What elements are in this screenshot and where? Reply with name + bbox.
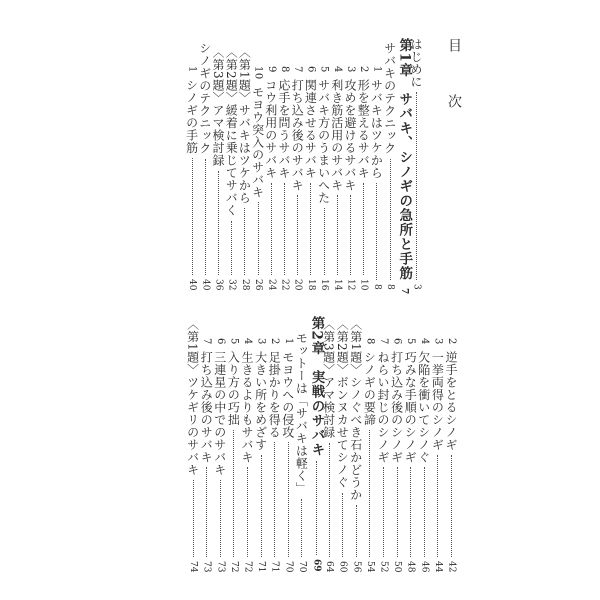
toc-entry-page: 36 <box>213 278 224 290</box>
toc-entry-page: 73 <box>201 560 212 572</box>
toc-entry-page: 8 <box>371 284 382 290</box>
leader-dots <box>415 92 417 280</box>
toc-entry-page: 71 <box>256 560 267 572</box>
toc-entry-page: 20 <box>292 278 303 290</box>
toc-entry <box>377 338 389 572</box>
toc-entry-number: 8 <box>364 338 376 345</box>
toc-entry-page: 54 <box>364 560 375 572</box>
toc-entry-page: 64 <box>324 560 335 572</box>
toc-entry-number: 10 <box>252 66 264 80</box>
toc-entry-label: 打ち込み後のシノギ <box>389 350 404 464</box>
toc-entry <box>357 66 369 290</box>
leader-dots <box>230 221 232 275</box>
toc-entry-page: 69 <box>311 559 322 572</box>
toc-entry-label: サバキのテクニック <box>382 42 397 155</box>
toc-entry-page: 8 <box>385 284 396 290</box>
toc-entry-label: 入り方の巧拙 <box>226 350 241 426</box>
toc-entry-label: 〈第3題〉アマ検討録 <box>211 46 225 167</box>
toc-entry-number: 8 <box>279 66 290 73</box>
toc-entry-number: 7 <box>292 66 304 73</box>
toc-entry-number: 6 <box>305 66 317 73</box>
toc-entry-number: 4 <box>242 338 253 345</box>
toc-entry-label: はじめに <box>409 38 423 88</box>
toc-entry-label: シノギのテクニック <box>197 42 212 155</box>
toc-entry <box>336 318 348 572</box>
toc-entry-label: 大きい所をめざす <box>253 350 268 451</box>
toc-entry <box>255 338 267 572</box>
leader-dots <box>375 183 377 280</box>
leader-dots <box>382 467 384 556</box>
toc-entry-label: 欠陥を衝いてシノぐ <box>416 350 431 464</box>
toc-entry-label: 〈第2題〉ボンヌカせてシノぐ <box>335 318 350 489</box>
toc-entry-label: 〈第1題〉シノぐべき石かどうか <box>348 318 363 502</box>
toc-entry-page: 70 <box>283 560 294 572</box>
toc-entry-label: 形を整えるサバキ <box>356 78 371 179</box>
toc-entry-page: 40 <box>187 278 198 290</box>
toc-entry-page: 50 <box>392 560 403 572</box>
toc-entry <box>331 66 343 290</box>
leader-dots <box>270 183 272 275</box>
toc-entry <box>225 46 237 290</box>
toc-entry-number: 4 <box>331 66 343 73</box>
toc-entry-number: 3 <box>432 338 444 345</box>
toc-entry-number: 2 <box>446 338 457 345</box>
toc-entry-label: 応手を問うサバキ <box>277 78 291 179</box>
leader-dots <box>246 467 248 556</box>
toc-entry <box>199 42 211 290</box>
toc-entry <box>252 66 264 290</box>
toc-entry-page: 12 <box>345 278 356 290</box>
toc-entry-label: 逆手をとるシノギ <box>444 350 458 451</box>
leader-dots <box>436 455 438 557</box>
leader-dots <box>450 455 452 557</box>
toc-entry-page: 14 <box>332 278 343 290</box>
toc-entry-page: 74 <box>188 560 199 572</box>
toc-entry <box>278 66 290 290</box>
toc-entry-page: 10 <box>358 278 369 290</box>
toc-entry-label: 打ち込み後のサバキ <box>199 350 214 464</box>
toc-entry-page: 72 <box>228 560 239 572</box>
toc-entry-number: 3 <box>345 66 356 73</box>
toc-entry-page: 28 <box>239 278 250 290</box>
toc-entry <box>200 338 212 572</box>
toc-entry-number: 7 <box>378 338 389 345</box>
leader-dots <box>341 493 343 557</box>
leader-dots <box>423 467 425 556</box>
toc-entry-label: 〈第1題〉サバキはツケから <box>237 46 252 205</box>
toc-entry-label: 生きるよりもサバキ <box>240 350 254 464</box>
leader-dots <box>257 202 259 274</box>
toc-entry-number: 5 <box>405 338 417 345</box>
toc-entry-page: 70 <box>296 560 307 572</box>
toc-entry-page: 18 <box>305 278 316 290</box>
toc-entry <box>291 66 303 290</box>
toc-entry-page: 71 <box>269 560 280 572</box>
toc-entry <box>241 338 253 572</box>
toc-entry-label: 三連星の中でのサバキ <box>212 350 227 476</box>
toc-entry-page: 42 <box>446 560 457 572</box>
toc-entry-label: コウ利用のサバキ <box>263 78 278 179</box>
leader-dots <box>273 442 275 556</box>
leader-dots <box>296 195 298 274</box>
toc-entry-page: 72 <box>242 560 253 572</box>
leader-dots <box>192 480 194 556</box>
toc-entry-label: 巧みな手順のシノギ <box>403 350 418 464</box>
toc-entry <box>418 338 430 572</box>
toc-entry-label: 〈第3題〉アマ検討録 <box>321 318 336 439</box>
toc-entry-page: 56 <box>351 560 362 572</box>
toc-entry-page: 44 <box>432 560 443 572</box>
leader-dots <box>349 195 351 274</box>
toc-entry-number: 2 <box>269 338 281 345</box>
leader-dots <box>368 430 370 557</box>
toc-entry-number: 3 <box>255 338 267 345</box>
toc-entry-number: 1 <box>371 66 383 73</box>
toc-entry-number: 6 <box>391 338 403 345</box>
toc-entry-label: 利き筋活用のサバキ <box>329 78 344 192</box>
toc-entry-label: 〈第2題〉緩着に乗じてサバく <box>224 46 239 217</box>
toc-entry-number: 5 <box>228 338 240 345</box>
leader-dots <box>191 158 193 275</box>
toc-entry-label: 関連させるサバキ <box>303 78 318 179</box>
toc-entry <box>363 338 375 572</box>
toc-entry-label: サバキ方のうまいへた <box>316 78 331 204</box>
toc-entry-page: 46 <box>419 560 430 572</box>
toc-entry <box>282 338 294 572</box>
leader-dots <box>309 183 311 275</box>
toc-entry <box>445 338 457 572</box>
leader-dots <box>232 430 234 557</box>
toc-entry <box>304 66 316 290</box>
toc-entry <box>318 66 330 290</box>
leader-dots <box>389 159 391 281</box>
toc-entry-label: ねらい封じのシノギ <box>376 350 390 464</box>
leader-dots <box>323 208 325 275</box>
toc-entry-label: 第1章 サバキ、シノギの急所と手筋 <box>396 38 413 281</box>
toc-title: 目 次 <box>446 38 462 122</box>
toc-entry-label: 足掛かりを得る <box>267 350 282 439</box>
leader-dots <box>260 455 262 557</box>
toc-entry-page: 40 <box>200 278 211 290</box>
toc-entry-label: 〈第1題〉ツケギリのサバキ <box>185 318 200 477</box>
toc-entry-page: 22 <box>279 278 290 290</box>
toc-entry-page: 16 <box>319 278 330 290</box>
toc-entry-page: 60 <box>337 560 348 572</box>
toc-entry-label: モヨウへの侵攻 <box>280 350 295 439</box>
leader-dots <box>336 195 338 274</box>
leader-dots <box>362 183 364 275</box>
toc-entry-page: 32 <box>226 278 237 290</box>
toc-entry-label: 一挙両得のシノギ <box>430 350 445 451</box>
toc-entry-label: 第2章 実戦のサバキ <box>308 316 325 457</box>
toc-entry <box>295 332 307 572</box>
leader-dots <box>217 171 219 275</box>
toc-entry <box>268 338 280 572</box>
toc-entry-page: 52 <box>378 560 389 572</box>
toc-entry-number: 9 <box>265 66 277 73</box>
leader-dots <box>300 499 302 557</box>
leader-dots <box>204 159 206 275</box>
toc-entry-page: 26 <box>253 278 264 290</box>
toc-entry-page: 7 <box>399 288 410 295</box>
toc-entry-number: 4 <box>418 338 430 345</box>
toc-entry-label: サバキはツケから <box>369 78 384 179</box>
toc-entry-label: シノギの手筋 <box>184 78 199 154</box>
toc-entry-number: 2 <box>358 66 370 73</box>
toc-entry <box>309 316 323 572</box>
leader-dots <box>287 442 289 556</box>
leader-dots <box>409 467 411 556</box>
leader-dots <box>328 443 330 557</box>
leader-dots <box>315 461 317 556</box>
toc-entry-number: 6 <box>214 338 226 345</box>
toc-entry <box>384 42 396 290</box>
toc-entry <box>212 46 224 290</box>
toc-entry-number: 1 <box>186 66 198 73</box>
toc-entry <box>396 38 413 295</box>
toc-entry-number: 7 <box>201 338 213 345</box>
leader-dots <box>243 208 245 274</box>
toc-entry <box>370 66 382 290</box>
toc-entry-label: 打ち込み後のサバキ <box>290 78 305 192</box>
toc-entry <box>431 338 443 572</box>
toc-entry <box>344 66 356 290</box>
toc-entry <box>391 338 403 572</box>
leader-dots <box>205 467 207 556</box>
toc-entry-label: 攻めを避けるサバキ <box>343 78 357 192</box>
toc-entry-page: 24 <box>266 278 277 290</box>
toc-entry <box>214 338 226 572</box>
leader-dots <box>355 505 357 556</box>
toc-entry-label: モットーは「サバキは軽く」 <box>294 332 309 495</box>
toc-entry <box>350 318 362 572</box>
toc-entry-number: 1 <box>282 338 294 345</box>
toc-entry-page: 3 <box>411 284 422 290</box>
toc-entry <box>238 46 250 290</box>
toc-entry-label: シノギの要諦 <box>362 350 377 426</box>
leader-dots <box>283 183 285 275</box>
leader-dots <box>396 467 398 556</box>
toc-entry-number: 5 <box>318 66 330 73</box>
toc-entry-page: 73 <box>215 560 226 572</box>
toc-entry-page: 48 <box>405 560 416 572</box>
toc-entry <box>404 338 416 572</box>
toc-entry-label: モヨウ突入のサバキ <box>250 85 265 199</box>
toc-page <box>125 20 475 580</box>
leader-dots <box>219 480 221 557</box>
toc-entry <box>186 66 198 290</box>
toc-entry <box>265 66 277 290</box>
toc-entry <box>187 318 199 572</box>
toc-entry <box>227 338 239 572</box>
